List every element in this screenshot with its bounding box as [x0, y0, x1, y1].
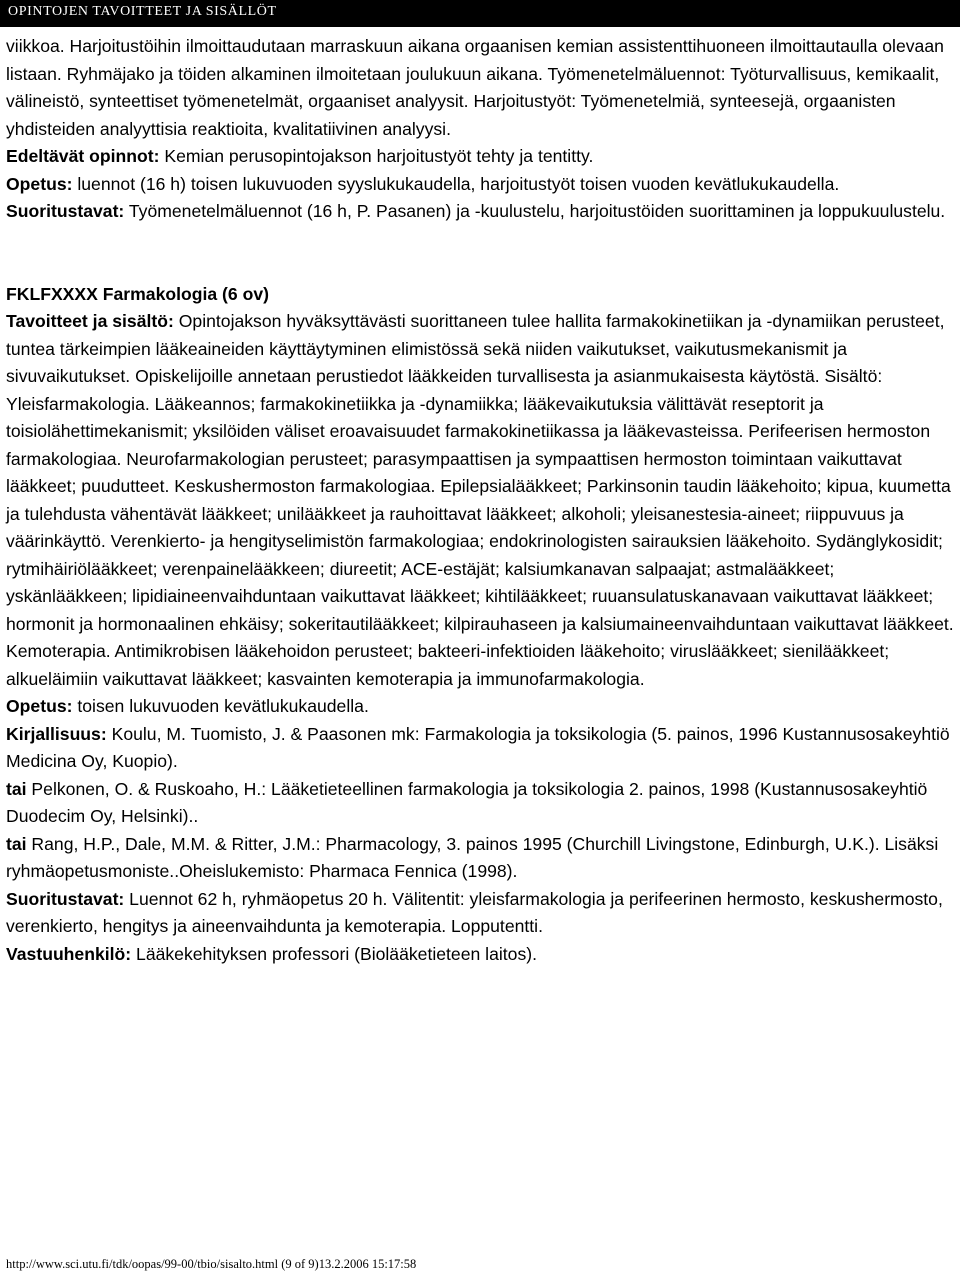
course-completion-text: Luennot 62 h, ryhmäopetus 20 h. Välitentit: yleisfarmakologia ja perifeerinen hermosto, keskushermosto, verenkierto, hengitys ja aineenvaihdunta ja kemoterapia. Lopputentti. — [6, 888, 943, 936]
alt2-text: Rang, H.P., Dale, M.M. & Ritter, J.M.: Pharmacology, 3. painos 1995 (Churchill Livingstone, Edinburgh, U.K.). Lisäksi ryhmäopetusmoniste..Oheislukemisto: Pharmaca Fennica (1998). — [6, 833, 939, 881]
alt2-label: tai — [6, 833, 27, 854]
teaching-line — [6, 171, 956, 199]
alt1-text: Pelkonen, O. & Ruskoaho, H.: Lääketieteellinen farmakologia ja toksikologia 2. painos, 1998 (Kustannusosakeyhtiö Duodecim Oy, Helsinki).. — [6, 778, 928, 826]
course-literature-alt1 — [6, 776, 956, 831]
teaching-text: luennot (16 h) toisen lukuvuoden syyslukukaudella, harjoitustyöt toisen vuoden kevätlukukaudella. — [72, 173, 840, 194]
page-header — [0, 0, 960, 27]
document-content — [6, 33, 956, 968]
course-goals — [6, 308, 956, 693]
course-title: FKLFXXXX Farmakologia (6 ov) — [6, 283, 269, 304]
literature-text: Koulu, M. Tuomisto, J. & Paasonen mk: Farmakologia ja toksikologia (5. painos, 1996 Kustannusosakeyhtiö Medicina Oy, Kuopio). — [6, 723, 950, 771]
page-footer-url: http://www.sci.utu.fi/tdk/oopas/99-00/tbio/sisalto.html (9 of 9)13.2.2006 15:17:58 — [6, 1257, 417, 1271]
responsible-label: Vastuuhenkilö: — [6, 943, 132, 964]
course-completion — [6, 886, 956, 941]
alt1-label: tai — [6, 778, 27, 799]
teaching-label: Opetus: — [6, 173, 73, 194]
responsible-text: Lääkekehityksen professori (Biolääketieteen laitos). — [131, 943, 537, 964]
course-literature-alt2 — [6, 831, 956, 886]
course-teaching-label: Opetus: — [6, 696, 73, 716]
course-completion-label: Suoritustavat: — [6, 888, 125, 909]
completion-text: Työmenetelmäluennot (16 h, P. Pasanen) ja -kuulustelu, harjoitustöiden suorittaminen ja loppukuulustelu. — [124, 201, 946, 221]
header-title: OPINTOJEN TAVOITTEET JA SISÄLLÖT — [8, 4, 277, 19]
literature-label: Kirjallisuus: — [6, 723, 107, 744]
intro-paragraph: viikkoa. Harjoitustöihin ilmoittaudutaan marraskuun aikana orgaanisen kemian assistenttihuoneen ilmoittautaulla olevaan listaan. Ryhmäjako ja töiden alkaminen ilmoitetaan joulukuun aikana. Työmenetelmäluennot: Työturvallisuus, kemikaalit, välineistö, synteettiset työmenetelmät, orgaaniset analyysit. Harjoitustyöt: Työmenetelmiä, synteesejä, orgaanisten yhdisteiden analyyttisia reaktioita, kvalitatiivinen analyysi. — [6, 36, 944, 139]
goals-label: Tavoitteet ja sisältö: — [6, 311, 174, 331]
completion-line — [6, 198, 956, 226]
course-teaching-text: toisen lukuvuoden kevätlukukaudella. — [72, 696, 369, 716]
goals-text: Opintojakson hyväksyttävästi suorittaneen tulee hallita farmakokinetiikan ja -dynamiikan perusteet, tuntea tärkeimpien lääkeaineiden käyttäytyminen elimistössä sekä niiden vaikutukset, vaikutusmekanismit ja sivuvaikutukset. Opiskelijoille annetaan perustiedot lääkkeiden turvallisesta ja asianmukaisesta käytöstä. Sisältö: Yleisfarmakologia. Lääkeannos; farmakokinetiikka ja -dynamiikka; lääkevaikutuksia välittävät reseptorit ja toisiolähettimekanismit; yksilöiden väliset eroavaisuudet farmakokinetiikassa ja lääkevasteissa. Perifeerisen hermoston farmakologiaa. Neurofarmakologian perusteet; parasympaattisen ja sympaattisen hermoston toimintaan vaikuttavat lääkkeet; puudutteet. Keskushermoston farmakologiaa. Epilepsialääkkeet; Parkinsonin taudin lääkehoito; kipua, kuumetta ja tulehdusta vähentävät lääkkeet; unilääkkeet ja rauhoittavat lääkkeet; alkoholi; yleisanestesia-aineet; riippuvuus ja väärinkäyttö. Verenkierto- ja hengityselimistön farmakologiaa; endokrinologisten sairauksien lääkehoito. Sydänglykosidit; rytmihäiriölääkkeet; verenpainelääkkeen; diureetit; ACE-estäjät; kalsiumkanavan salpaajat; astmalääkkeet; yskänlääkkeen; lipidiaineenvaihduntaan vaikuttavat lääkkeet; kihtilääkkeet; ruuansulatuskanavaan vaikuttavat lääkkeet; hormonit ja hormonaalinen ehkäisy; sokeritautilääkkeet; kilpirauhaseen ja kalsiumaineenvaihduntaan vaikuttavat lääkkeet. Kemoterapia. Antimikrobisen lääkehoidon perusteet; bakteeri-infektioiden lääkehoito; viruslääkkeet; sienilääkkeet; alkueläimiin vaikuttavat lääkkeet; kasvainten kemoterapia ja immunofarmakologia. — [6, 311, 954, 689]
course-teaching — [6, 693, 956, 721]
prerequisites-text: Kemian perusopintojakson harjoitustyöt tehty ja tentitty. — [159, 146, 594, 166]
completion-label: Suoritustavat: — [6, 201, 125, 221]
course-responsible — [6, 941, 956, 969]
course-literature — [6, 721, 956, 776]
prerequisites-line — [6, 143, 956, 171]
prerequisites-label: Edeltävät opinnot: — [6, 146, 160, 166]
section-gap — [6, 226, 956, 281]
